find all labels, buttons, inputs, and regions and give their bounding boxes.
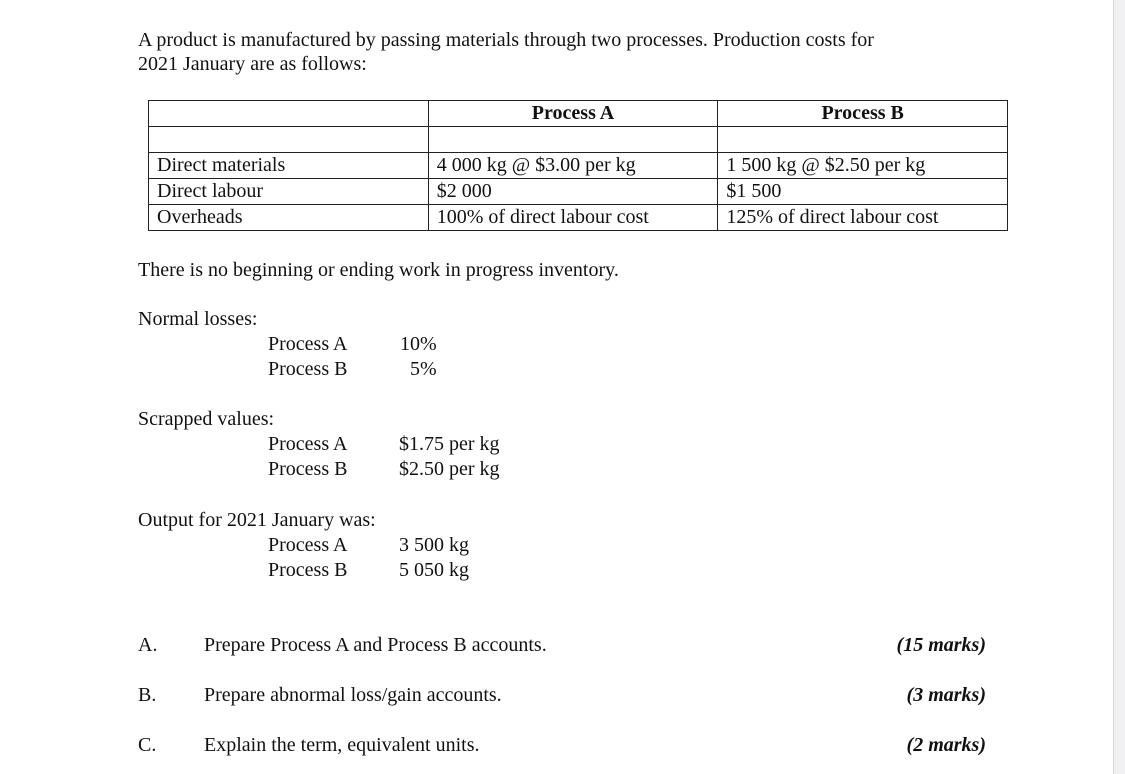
question-a-letter: A.: [138, 634, 158, 656]
question-c-letter: C.: [138, 734, 157, 756]
table-header-process-a: Process A: [428, 101, 718, 127]
process-b-overheads: 125% of direct labour cost: [718, 205, 1008, 231]
question-b-letter: B.: [138, 684, 157, 706]
normal-loss-label-b: Process B: [268, 358, 348, 380]
question-a-text: Prepare Process A and Process B accounts.: [204, 634, 547, 656]
process-a-direct-materials: 4 000 kg @ $3.00 per kg: [428, 153, 718, 179]
row-label-overheads: Overheads: [149, 205, 429, 231]
production-costs-table: [148, 100, 1008, 231]
table-header-empty: [149, 101, 429, 127]
scrap-label-b: Process B: [268, 458, 348, 480]
intro-line-2: 2021 January are as follows:: [138, 53, 367, 75]
scrapped-values-heading: Scrapped values:: [138, 408, 275, 430]
no-wip-statement: There is no beginning or ending work in progress inventory.: [138, 259, 619, 281]
output-value-b: 5 050 kg: [399, 559, 469, 581]
output-value-a: 3 500 kg: [399, 534, 469, 556]
question-b-marks: (3 marks): [906, 684, 986, 706]
intro-line-1: A product is manufactured by passing materials through two processes. Production costs for: [138, 29, 874, 51]
process-a-direct-labour: $2 000: [428, 179, 718, 205]
table-header-row: [149, 101, 1008, 127]
process-a-overheads: 100% of direct labour cost: [428, 205, 718, 231]
normal-loss-value-a: 10%: [400, 333, 437, 355]
output-heading: Output for 2021 January was:: [138, 509, 376, 531]
normal-loss-value-b: 5%: [410, 358, 437, 380]
normal-loss-label-a: Process A: [268, 333, 348, 355]
question-b-text: Prepare abnormal loss/gain accounts.: [204, 684, 502, 706]
table-header-process-b: Process B: [718, 101, 1008, 127]
table-row: [149, 205, 1008, 231]
question-c-marks: (2 marks): [906, 734, 986, 756]
question-a-marks: (15 marks): [896, 634, 986, 656]
output-label-a: Process A: [268, 534, 348, 556]
table-row: [149, 179, 1008, 205]
process-b-direct-materials: 1 500 kg @ $2.50 per kg: [718, 153, 1008, 179]
normal-losses-heading: Normal losses:: [138, 308, 258, 330]
row-label-direct-materials: Direct materials: [149, 153, 429, 179]
output-label-b: Process B: [268, 559, 348, 581]
table-row: [149, 153, 1008, 179]
scrap-label-a: Process A: [268, 433, 348, 455]
scrap-value-b: $2.50 per kg: [399, 458, 500, 480]
scrap-value-a: $1.75 per kg: [399, 433, 500, 455]
row-label-direct-labour: Direct labour: [149, 179, 429, 205]
question-c-text: Explain the term, equivalent units.: [204, 734, 480, 756]
intro-paragraph: [138, 28, 874, 76]
process-b-direct-labour: $1 500: [718, 179, 1008, 205]
table-blank-row: [149, 127, 1008, 153]
